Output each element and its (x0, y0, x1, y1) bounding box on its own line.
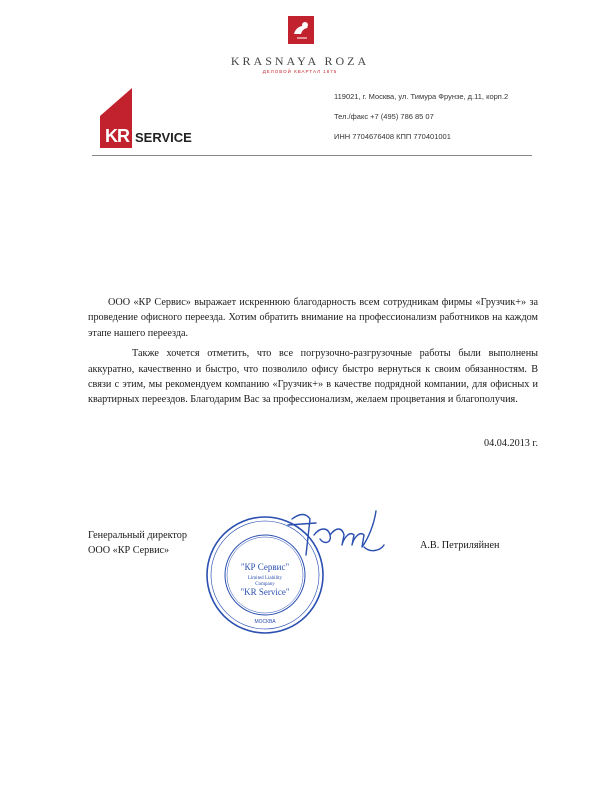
letter-body (88, 295, 538, 413)
logo-service-text: SERVICE (135, 130, 192, 145)
signatory-name: А.В. Петриляйнен (420, 540, 500, 551)
address: 119021, г. Москва, ул. Тимура Фрунзе, д.11, корп.2 (334, 92, 509, 101)
stamp-text-mid1: Limited Liability (247, 576, 283, 581)
tax-ids: ИНН 7704676408 КПП 770401001 (334, 132, 451, 141)
signatory-position: Генеральный директор (88, 530, 187, 541)
handwritten-signature (280, 505, 390, 565)
stamp-ring-city: МОСКВА (254, 619, 276, 625)
header-divider (92, 155, 532, 156)
signatory-title (88, 528, 187, 558)
stamp-text-bottom: "KR Service" (240, 587, 290, 597)
paragraph-1: ООО «КР Сервис» выражает искреннюю благодарность всем сотрудникам фирмы «Грузчик+» за проведение офисного переезда. Хотим обратить внимание на профессионализм работников на каждом этапе нашего переезда. (88, 297, 538, 339)
phone: Тел./факс +7 (495) 786 85 07 (334, 112, 434, 121)
contact-block (334, 92, 584, 152)
brand-subtitle: ДЕЛОВОЙ КВАРТАЛ 1875 (262, 69, 338, 74)
krasnaya-roza-header (200, 10, 400, 74)
letter-date: 04.04.2013 г. (484, 438, 538, 449)
paragraph-2: Также хочется отметить, что все погрузочно-разгрузочные работы были выполнены аккуратно, качественно и быстро, что позволило офису быстро вернуться к своим обязанностям. В связи с этим, мы рекомендуем компанию «Грузчик+» в качестве подрядной компании, для офисных и квартирных переездов. Благодарим Вас за профессионализм, желаем процветания и благополучия. (88, 348, 538, 406)
logo-kr-text: KR (105, 126, 129, 146)
brand-name: KRASNAYA ROZA (230, 54, 370, 68)
rose-emblem-icon (288, 16, 314, 44)
signatory-company: ООО «КР Сервис» (88, 545, 170, 556)
stamp-text-top: "КР Сервис" (240, 562, 290, 572)
kr-service-logo (100, 88, 210, 148)
stamp-text-mid2: Company (255, 582, 275, 587)
